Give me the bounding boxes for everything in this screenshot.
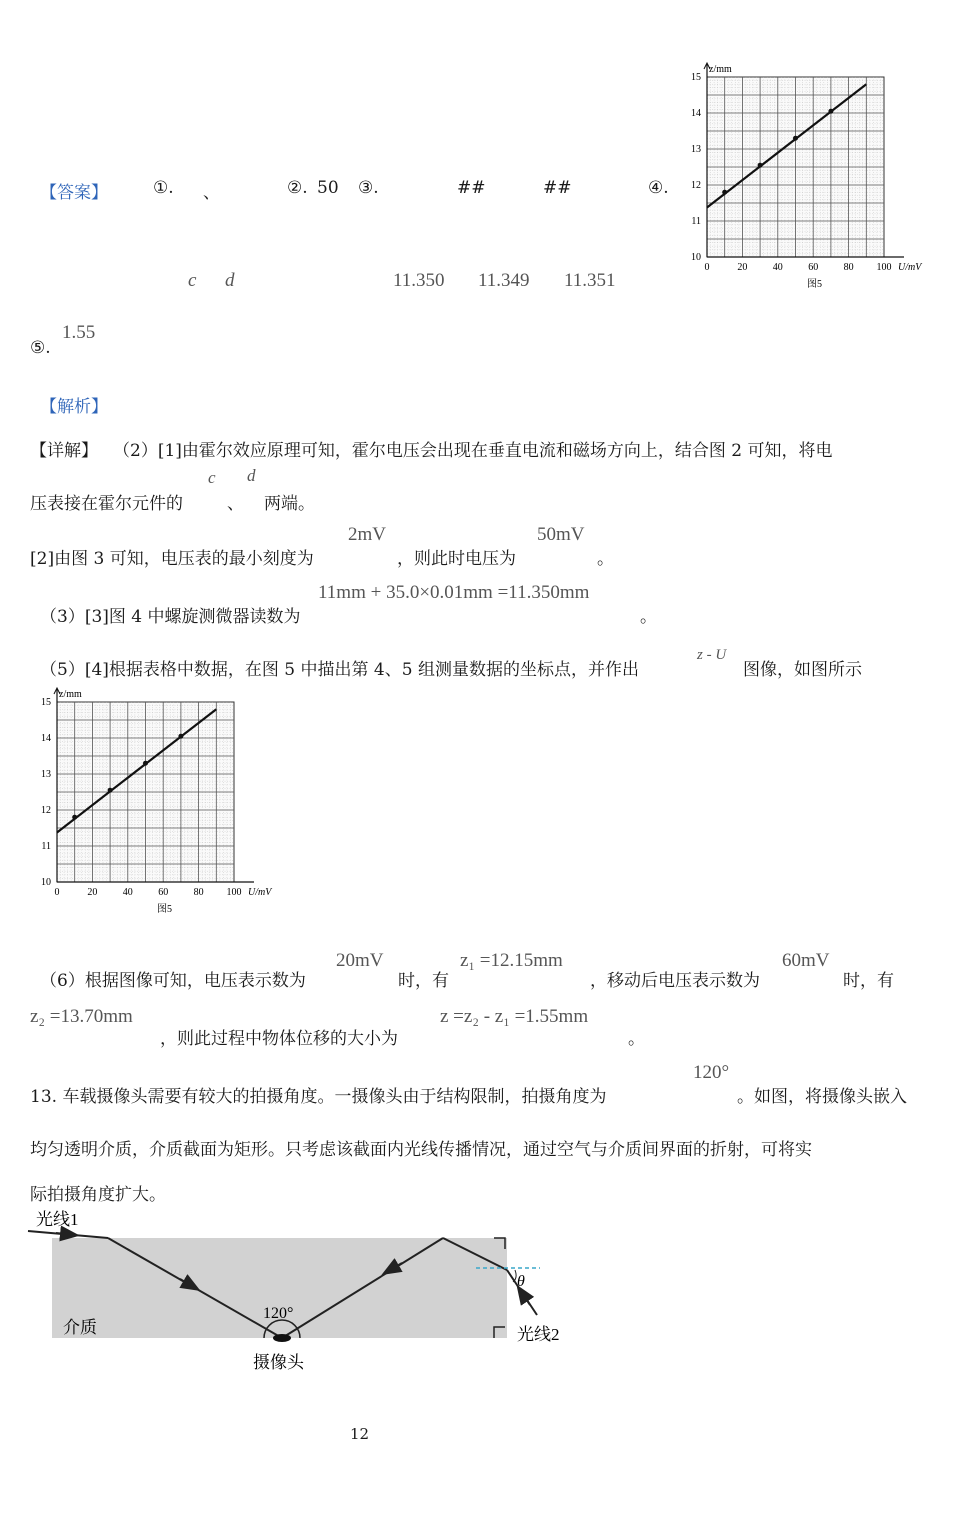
detail-p2-line2b: 两端。 xyxy=(264,494,315,514)
answer-graph-y-tick-label: 15 xyxy=(691,72,701,83)
answer-graph-x-tick-label: 0 xyxy=(704,262,710,273)
answer-graph-x-tick-label: 20 xyxy=(737,262,748,273)
analysis-graph-x-tick-label: 20 xyxy=(87,887,98,898)
page-number: 12 xyxy=(350,1425,370,1443)
analysis-graph-data-point xyxy=(178,734,183,739)
detail-c: c xyxy=(208,468,216,487)
detail-p2-line2a: 压表接在霍尔元件的 xyxy=(30,494,183,514)
analysis-label: 【解析】 xyxy=(40,397,108,417)
answer-graph-y-tick-label: 14 xyxy=(691,108,701,119)
answer-reading-1: 11.350 xyxy=(393,270,445,291)
analysis-graph-y-tick-label: 10 xyxy=(41,877,51,888)
detail-p3-a: （3）[3]图 4 中螺旋测微器读数为 xyxy=(40,607,301,627)
camera-label: 摄像头 xyxy=(253,1353,304,1370)
ray1-label: 光线1 xyxy=(36,1210,79,1229)
answer-graph-y-tick-label: 11 xyxy=(691,216,701,227)
detail-p6-z1: z₁ =12.15mm xyxy=(460,950,563,971)
answer-graph-x-tick-label: 80 xyxy=(843,262,854,273)
answer-graph-x-tick-label: 40 xyxy=(772,262,783,273)
analysis-graph-x-tick-label: 0 xyxy=(54,887,60,898)
answer-hash-2: ## xyxy=(543,178,572,198)
analysis-graph-data-point xyxy=(143,761,148,766)
q13-angle: 120° xyxy=(693,1062,730,1083)
analysis-graph-y-tick-label: 14 xyxy=(41,733,51,744)
answer-d: d xyxy=(225,270,235,291)
answer-value-2: 50 xyxy=(317,178,339,198)
answer-graph-y-tick-label: 13 xyxy=(691,144,701,155)
analysis-graph-y-tick-label: 13 xyxy=(41,769,51,780)
answer-item-2: ②. xyxy=(287,178,308,198)
answer-item-4: ④. xyxy=(648,178,669,198)
detail-p6-e: ，则此过程中物体位移的大小为 xyxy=(160,1029,398,1049)
detail-p3-formula: 11mm + 35.0×0.01mm =11.350mm xyxy=(318,582,590,603)
angle-label: 120° xyxy=(263,1305,294,1322)
answer-value-5: 1.55 xyxy=(62,322,96,343)
analysis-graph-data-point xyxy=(72,815,77,820)
answer-graph-x-tick-label: 60 xyxy=(808,262,819,273)
detail-p5-f: z - U xyxy=(697,647,727,663)
ray2-label: 光线2 xyxy=(517,1325,560,1344)
detail-p6-end: 。 xyxy=(628,1029,645,1049)
detail-p5-a: （5）[4]根据表格中数据，在图 5 中描出第 4、5 组测量数据的坐标点，并作出 xyxy=(40,660,639,680)
analysis-graph-y-tick-label: 11 xyxy=(41,841,51,852)
answer-item-3: ③. xyxy=(358,178,379,198)
detail-p2b-a: [2]由图 3 可知，电压表的最小刻度为 xyxy=(30,549,314,569)
q13-line1b: 。如图，将摄像头嵌入 xyxy=(737,1087,907,1107)
answer-graph-data-point xyxy=(758,163,763,168)
analysis-graph-x-tick-label: 100 xyxy=(226,887,242,898)
answer-graph-data-point xyxy=(722,190,727,195)
answer-graph-x-axis-label: U/mV xyxy=(898,262,922,273)
optics-diagram xyxy=(0,1200,600,1370)
detail-p6-d: 时，有 xyxy=(843,971,894,991)
medium-label: 介质 xyxy=(63,1318,97,1337)
answer-item-5: ⑤. xyxy=(30,338,51,358)
detail-p6-b: 时，有 xyxy=(398,971,449,991)
answer-graph-y-tick-label: 10 xyxy=(691,252,701,263)
answer-item-1: ①. xyxy=(153,178,174,198)
answer-c: c xyxy=(188,270,197,291)
analysis-graph-x-tick-label: 80 xyxy=(193,887,204,898)
analysis-graph-x-tick-label: 40 xyxy=(122,887,133,898)
detail-p6-c: ，移动后电压表示数为 xyxy=(590,971,760,991)
analysis-graph-caption: 图5 xyxy=(157,904,172,915)
detail-p6-f: z =z₂ - z₁ =1.55mm xyxy=(440,1006,589,1027)
analysis-graph-x-tick-label: 60 xyxy=(158,887,169,898)
analysis-graph-data-point xyxy=(108,788,113,793)
answer-reading-3: 11.351 xyxy=(564,270,616,291)
answer-reading-2: 11.349 xyxy=(478,270,530,291)
answer-graph-data-point xyxy=(793,136,798,141)
z-u-graph-answer xyxy=(680,60,950,300)
q13-line3: 际拍摄角度扩大。 xyxy=(30,1185,166,1205)
detail-d: d xyxy=(247,466,256,485)
answer-graph-x-tick-label: 100 xyxy=(876,262,892,273)
detail-p2b-v2: 50mV xyxy=(537,524,585,545)
detail-p2-line1: （2）[1]由霍尔效应原理可知，霍尔电压会出现在垂直电流和磁场方向上，结合图 2 可知，将电 xyxy=(113,441,833,461)
detail-p3-end: 。 xyxy=(640,607,657,627)
detail-p5-b: 图像，如图所示 xyxy=(743,660,862,680)
detail-p6-v1: 20mV xyxy=(336,950,384,971)
camera-dot xyxy=(273,1334,291,1342)
answer-label: 【答案】 xyxy=(40,183,108,203)
detail-p6-v2: 60mV xyxy=(782,950,830,971)
detail-p6-z2: z₂ =13.70mm xyxy=(30,1006,133,1027)
detail-sep: 、 xyxy=(227,494,244,514)
detail-p2b-b: ，则此时电压为 xyxy=(397,549,516,569)
answer-graph-data-point xyxy=(828,109,833,114)
analysis-graph-y-tick-label: 15 xyxy=(41,697,51,708)
answer-graph-y-axis-label: z/mm xyxy=(709,64,732,75)
detail-label: 【详解】 xyxy=(30,441,98,461)
q13-line1a: 13. 车载摄像头需要有较大的拍摄角度。一摄像头由于结构限制，拍摄角度为 xyxy=(30,1087,607,1107)
z-u-graph-analysis xyxy=(30,685,300,925)
detail-p2b-v1: 2mV xyxy=(348,524,386,545)
theta-label: θ xyxy=(517,1273,525,1290)
analysis-graph-x-axis-label: U/mV xyxy=(248,887,272,898)
detail-p2b-c: 。 xyxy=(597,549,614,569)
detail-p6-a: （6）根据图像可知，电压表示数为 xyxy=(40,971,306,991)
answer-graph-caption: 图5 xyxy=(807,279,822,290)
analysis-graph-y-tick-label: 12 xyxy=(41,805,51,816)
medium-rect xyxy=(52,1238,507,1338)
answer-sep: 、 xyxy=(203,183,220,203)
answer-graph-y-tick-label: 12 xyxy=(691,180,701,191)
q13-line2: 均匀透明介质，介质截面为矩形。只考虑该截面内光线传播情况，通过空气与介质间界面的折射，可将实 xyxy=(30,1140,812,1160)
analysis-graph-y-axis-label: z/mm xyxy=(59,689,82,700)
answer-hash-1: ## xyxy=(457,178,486,198)
